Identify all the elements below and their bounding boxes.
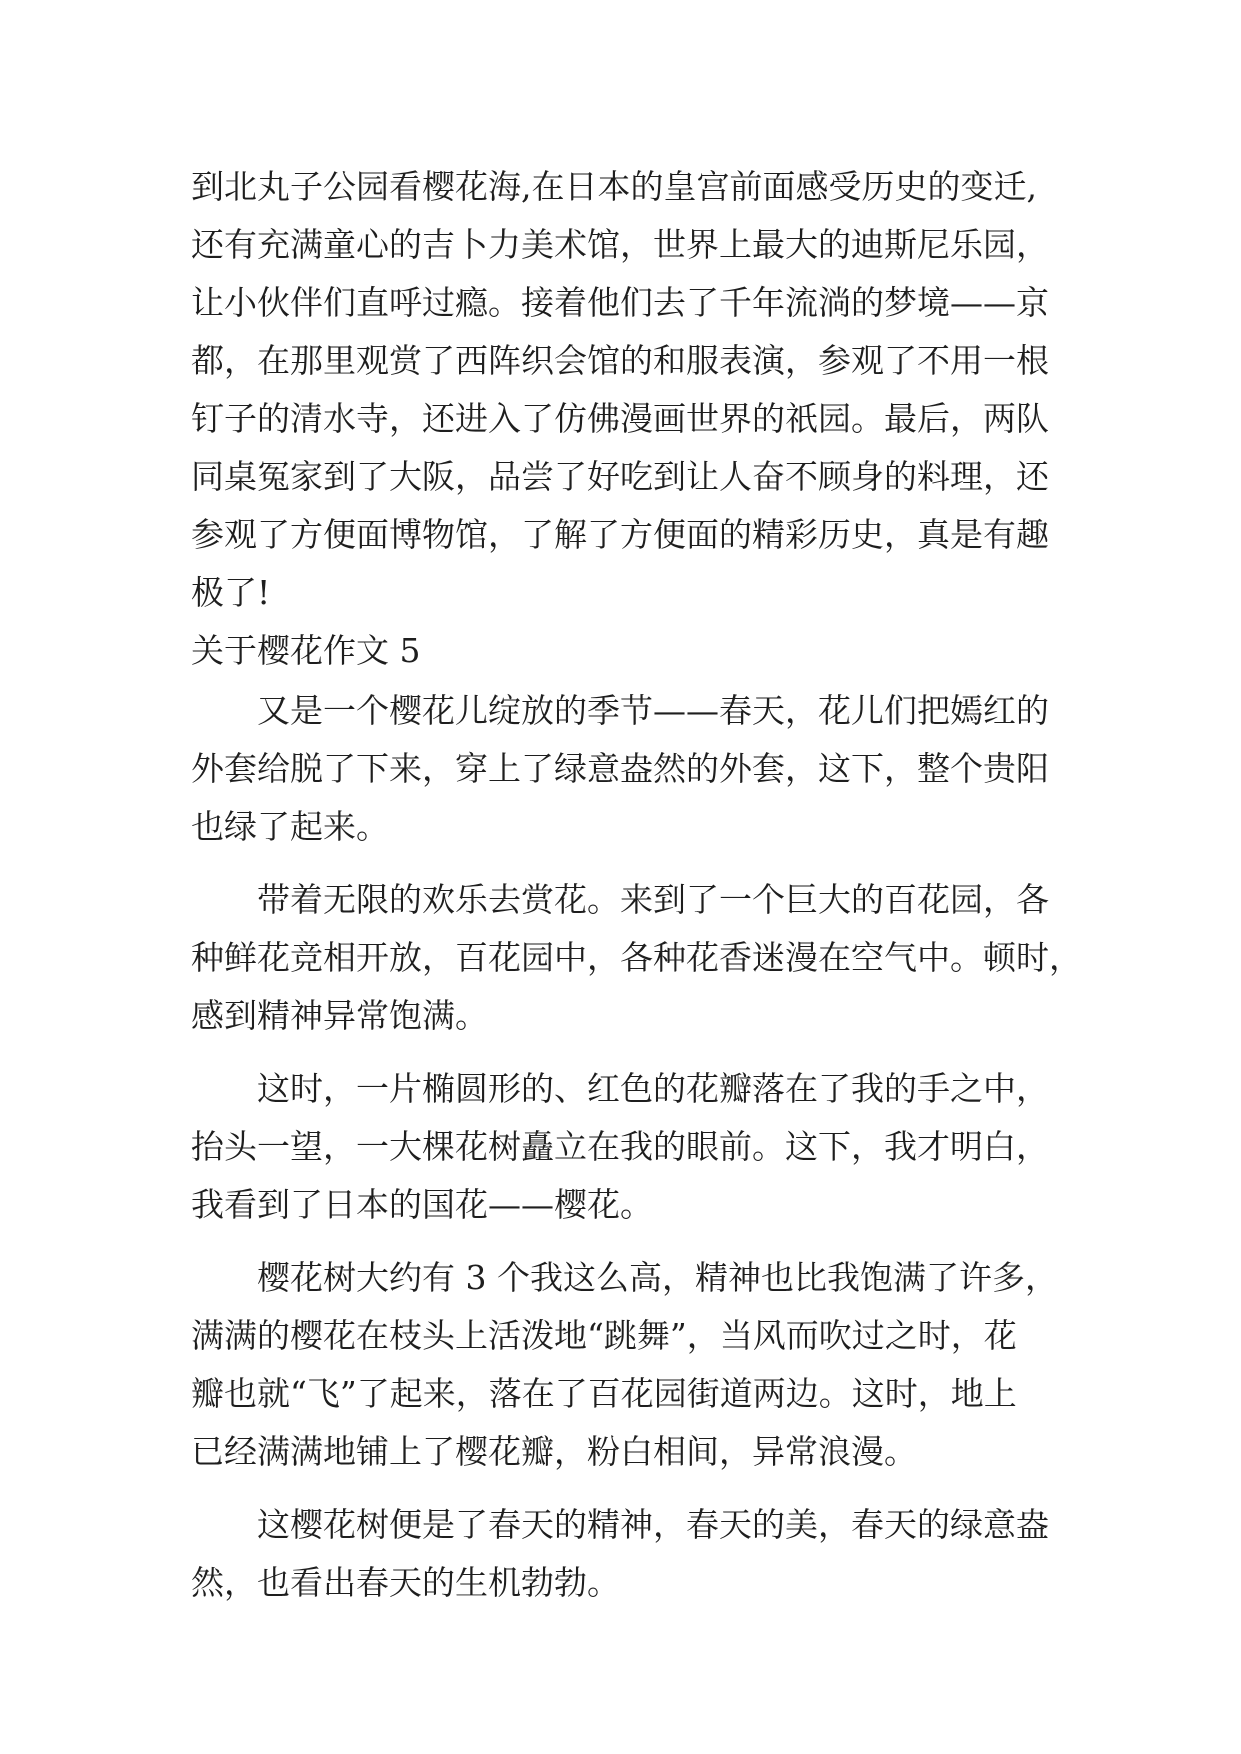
paragraph — [191, 1496, 1091, 1612]
text-line: 都，在那里观赏了西阵织会馆的和服表演，参观了不用一根 — [191, 341, 1049, 380]
text-line: 又是一个樱花儿绽放的季节——春天，花儿们把嫣红的 — [257, 691, 1049, 730]
document-body — [191, 158, 1091, 1627]
text-line: 让小伙伴们直呼过瘾。接着他们去了千年流淌的梦境——京 — [191, 283, 1049, 322]
text-line: 满满的樱花在枝头上活泼地“跳舞”，当风而吹过之时，花 — [191, 1316, 1017, 1355]
text-line: 抬头一望，一大棵花树矗立在我的眼前。这下，我才明白， — [191, 1127, 1049, 1166]
text-line: 感到精神异常饱满。 — [191, 996, 488, 1035]
text-line: 这时，一片椭圆形的、红色的花瓣落在了我的手之中， — [257, 1069, 1049, 1108]
text-line: 还有充满童心的吉卜力美术馆，世界上最大的迪斯尼乐园， — [191, 225, 1049, 264]
text-line: 参观了方便面博物馆，了解了方便面的精彩历史，真是有趣 — [191, 515, 1049, 554]
text-line: 我看到了日本的国花——樱花。 — [191, 1185, 653, 1224]
continued-paragraph — [191, 158, 1091, 622]
paragraph — [191, 1060, 1091, 1234]
text-line: 已经满满地铺上了樱花瓣，粉白相间，异常浪漫。 — [191, 1432, 917, 1471]
section-title: 关于樱花作文 5 — [191, 631, 421, 670]
text-line: 樱花树大约有 3 个我这么高，精神也比我饱满了许多， — [257, 1258, 1058, 1297]
text-line: 瓣也就“飞”了起来，落在了百花园街道两边。这时，地上 — [191, 1374, 1017, 1413]
text-line: 带着无限的欢乐去赏花。来到了一个巨大的百花园，各 — [257, 880, 1049, 919]
paragraph — [191, 871, 1091, 1045]
text-line: 也绿了起来。 — [191, 807, 389, 846]
text-line: 同桌冤家到了大阪，品尝了好吃到让人奋不顾身的料理，还 — [191, 457, 1049, 496]
paragraph — [191, 682, 1091, 856]
text-line: 然，也看出春天的生机勃勃。 — [191, 1563, 620, 1602]
text-line: 这樱花树便是了春天的精神，春天的美，春天的绿意盎 — [257, 1505, 1049, 1544]
section-heading — [191, 622, 1091, 680]
text-line: 种鲜花竞相开放，百花园中，各种花香迷漫在空气中。顿时， — [191, 938, 1082, 977]
text-line: 到北丸子公园看樱花海,在日本的皇宫前面感受历史的变迁, — [191, 167, 1037, 206]
text-line: 极了! — [191, 573, 271, 612]
text-line: 外套给脱了下来，穿上了绿意盎然的外套，这下，整个贵阳 — [191, 749, 1049, 788]
text-line: 钉子的清水寺，还进入了仿佛漫画世界的祇园。最后，两队 — [191, 399, 1049, 438]
paragraph — [191, 1249, 1091, 1481]
